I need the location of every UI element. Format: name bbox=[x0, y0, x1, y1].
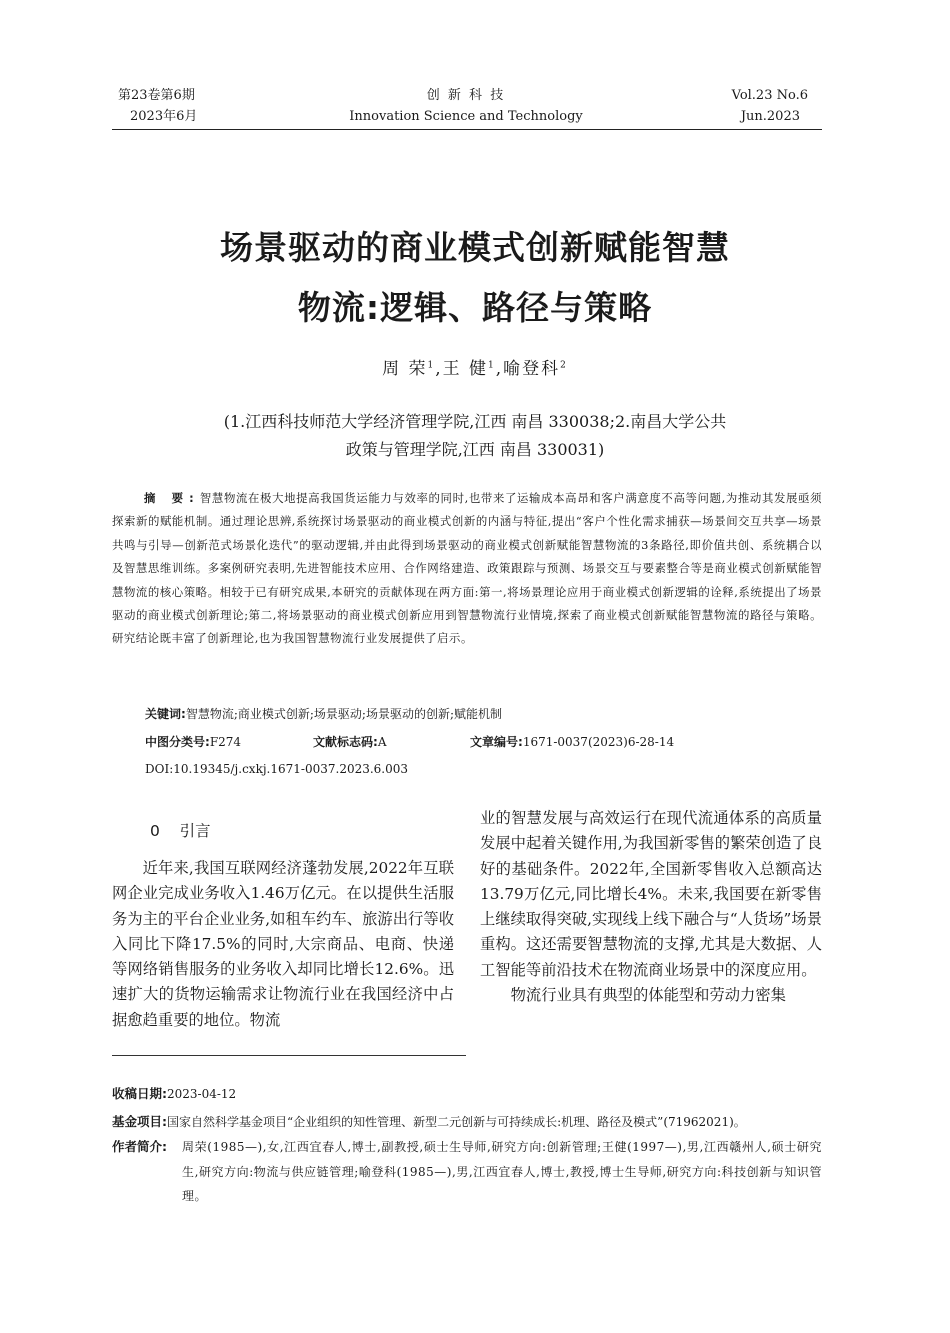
footnote-received bbox=[112, 1082, 822, 1107]
body-paragraph: 物流行业具有典型的体能型和劳动力密集 bbox=[510, 986, 786, 1005]
author-name: 喻登科 bbox=[503, 359, 561, 379]
author-affil-mark: 2 bbox=[560, 360, 568, 371]
clc-number bbox=[145, 734, 241, 750]
header-journal-cn: 创 新 科 技 bbox=[426, 88, 506, 103]
author-name: 王 健 bbox=[442, 359, 489, 379]
section-number: 0 bbox=[150, 822, 160, 840]
body-left-column bbox=[112, 856, 454, 1033]
article-number bbox=[470, 734, 674, 750]
doi: DOI:10.19345/j.cxkj.1671-0037.2023.6.003 bbox=[145, 762, 409, 776]
keywords-label: 关键词: bbox=[145, 707, 186, 721]
keywords-text: 智慧物流;商业模式创新;场景驱动;场景驱动的创新;赋能机制 bbox=[185, 707, 502, 721]
doc-code-label: 文献标志码: bbox=[313, 735, 378, 749]
author-name: 周 荣 bbox=[382, 359, 428, 379]
affiliation-line1: (1.江西科技师范大学经济管理学院,江西 南昌 330038;2.南昌大学公共 bbox=[223, 412, 727, 431]
footnote-fund bbox=[112, 1110, 827, 1135]
author-list: 周 荣$^1$,王 健$^1$,喻登科$^2$ bbox=[382, 359, 568, 379]
fund-value: 国家自然科学基金项目“企业组织的知性管理、新型二元创新与可持续成长:机理、路径及模式”(71962021)。 bbox=[167, 1115, 746, 1129]
footnote-author-bio bbox=[112, 1135, 822, 1209]
doc-code-value: A bbox=[377, 735, 387, 749]
author-affil-mark: 1 bbox=[427, 360, 436, 371]
body-paragraph: 业的智慧发展与高效运行在现代流通体系的高质量发展中起着关键作用,为我国新零售的繁荣创造了良好的基础条件。2022年,全国新零售收入总额高达13.79万亿元,同比增长4%。未来,我国要在新零售上继续取得突破,实现线上线下融合与“人货场”场景重构。这还需要智慧物流的支撑,尤其是大数据、人工智能等前沿技术在物流商业场景中的深度应用。 bbox=[480, 809, 822, 979]
bio-value: 周荣(1985—),女,江西宜春人,博士,副教授,硕士生导师,研究方向:创新管理;王健(1997—),男,江西赣州人,硕士研究生,研究方向:物流与供应链管理;喻登科(1985—),男,江西宜春人,博士,教授,博士生导师,研究方向:科技创新与知识管理。 bbox=[182, 1140, 822, 1203]
article-number-label: 文章编号: bbox=[470, 735, 523, 749]
header-journal-en: Innovation Science and Technology bbox=[349, 109, 583, 124]
document-code bbox=[313, 734, 386, 750]
affiliation-line2: 政策与管理学院,江西 南昌 330031) bbox=[345, 440, 605, 459]
paper-title-line1: 场景驱动的商业模式创新赋能智慧 bbox=[220, 228, 730, 267]
bio-label: 作者简介: bbox=[112, 1139, 167, 1154]
section-title: 引言 bbox=[179, 822, 211, 840]
header-date-cn: 2023年6月 bbox=[130, 109, 198, 124]
footnote-rule bbox=[112, 1055, 466, 1056]
body-paragraph: 近年来,我国互联网经济蓬勃发展,2022年互联网企业完成业务收入1.46万亿元。在以提供生活服务为主的平台企业业务,如租车约车、旅游出行等收入同比下降17.5%的同时,大宗商品、电商、快递等网络销售服务的业务收入却同比增长12.6%。迅速扩大的货物运输需求让物流行业在我国经济中占据愈趋重要的地位。物流 bbox=[112, 859, 454, 1029]
section-heading bbox=[150, 821, 211, 841]
abstract-text: 智慧物流在极大地提高我国货运能力与效率的同时,也带来了运输成本高昂和客户满意度不高等问题,为推动其发展亟须探索新的赋能机制。通过理论思辨,系统探讨场景驱动的商业模式创新的内涵与特征,提出“客户个性化需求捕获—场景间交互共享—场景共鸣与引导—创新范式场景化迭代”的驱动逻辑,并由此得到场景驱动的商业模式创新赋能智慧物流的3条路径,即价值共创、系统耦合以及智慧思维训练。多案例研究表明,先进智能技术应用、合作网络建造、政策跟踪与预测、场景交互与要素整合等是商业模式创新赋能智慧物流的核心策略。相较于已有研究成果,本研究的贡献体现在两方面:第一,将场景理论应用于商业模式创新逻辑的诠释,系统提出了场景驱动的商业模式创新理论;第二,将场景驱动的商业模式创新应用到智慧物流行业情境,探索了商业模式创新赋能智慧物流的路径与策略。研究结论既丰富了创新理论,也为我国智慧物流行业发展提供了启示。 bbox=[112, 491, 822, 646]
paper-title-line2: 物流:逻辑、路径与策略 bbox=[297, 288, 653, 327]
header-volume-cn: 第23卷第6期 bbox=[118, 88, 195, 103]
author-affil-mark: 1 bbox=[488, 360, 496, 371]
body-right-column bbox=[480, 806, 822, 1008]
abstract bbox=[112, 487, 822, 651]
received-label: 收稿日期: bbox=[112, 1086, 167, 1101]
clc-value: F274 bbox=[209, 735, 242, 749]
header-date-en: Jun.2023 bbox=[740, 109, 800, 124]
clc-label: 中图分类号: bbox=[145, 735, 210, 749]
header-rule bbox=[112, 129, 822, 130]
fund-label: 基金项目: bbox=[112, 1114, 167, 1129]
received-value: 2023-04-12 bbox=[167, 1087, 237, 1101]
header-volume-en: Vol.23 No.6 bbox=[731, 88, 808, 103]
abstract-label: 摘 要: bbox=[144, 491, 200, 505]
keywords bbox=[145, 706, 502, 722]
article-number-value: 1671-0037(2023)6-28-14 bbox=[522, 735, 675, 749]
